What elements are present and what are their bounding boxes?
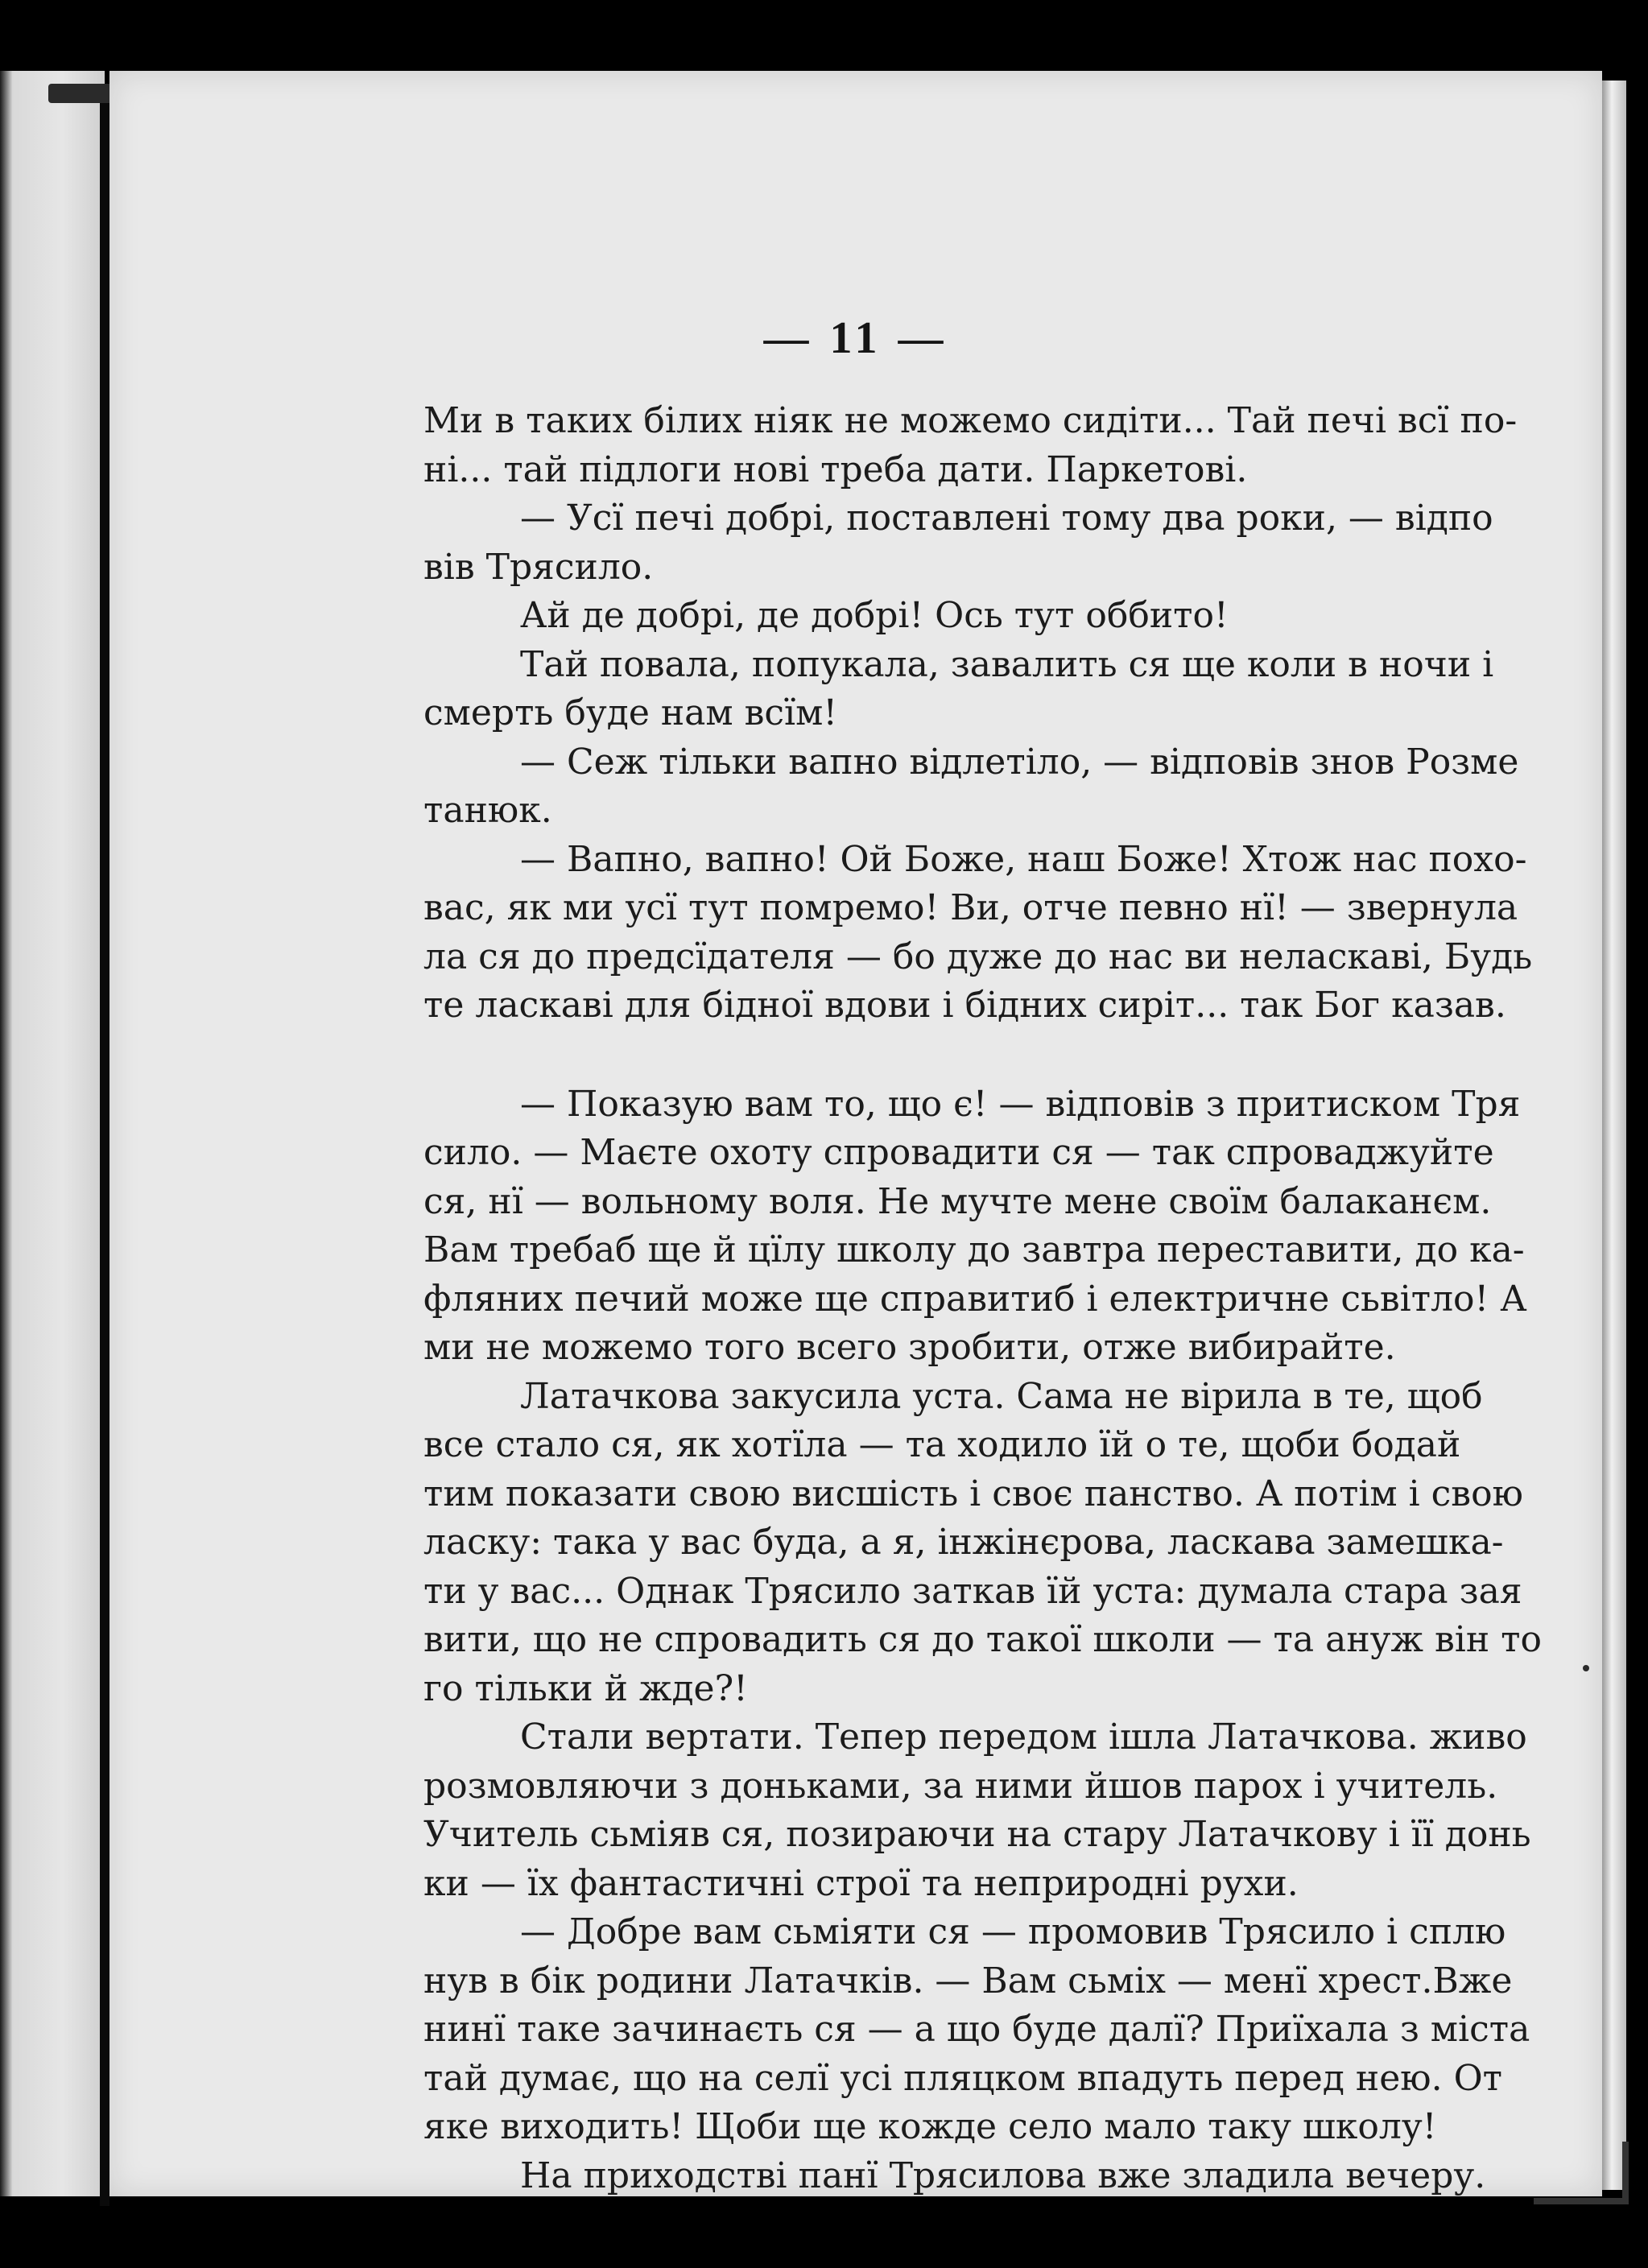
text-line: ти у вас... Однак Трясило заткав їй уста: думала стара зая [423, 1570, 1522, 1612]
text-line: — Показую вам то, що є! — відповів з притиском Тря [520, 1083, 1521, 1125]
text-line: Учитель сьміяв ся, позираючи на стару Латачкову і її донь [423, 1814, 1531, 1855]
text-line: нув в бік родини Латачків. — Вам сьміх — менї хрест.Вже [423, 1960, 1513, 2002]
text-line: — Сеж тільки вапно відлетіло, — відповів знов Розме [520, 741, 1519, 783]
text-line: танюк. [423, 790, 552, 831]
page-number: — 11 — [763, 313, 948, 363]
text-line: розмовляючи з доньками, за ними йшов парох і учитель. [423, 1765, 1498, 1807]
text-line: — Добре вам сьміяти ся — промовив Трясило і сплю [520, 1911, 1506, 1952]
text-line: ки — їх фантастичні строї та неприродні рухи. [423, 1862, 1299, 1904]
text-line: — Усї печі добрі, поставлені тому два роки, — відпо [520, 498, 1493, 539]
text-line: Латачкова закусила уста. Сама не вірила в те, щоб [520, 1375, 1483, 1417]
text-line: тай думає, що на селї усі пляцком впадуть перед нею. От [423, 2057, 1502, 2099]
text-line: смерть буде нам всїм! [423, 692, 838, 733]
text-line: вити, що не спровадить ся до такої школи — та ануж він то [423, 1619, 1542, 1660]
text-line: вів Трясило. [423, 546, 654, 588]
ink-speck [1583, 1665, 1589, 1671]
text-line: сило. — Маєте охоту спровадити ся — так спроваджуйте [423, 1132, 1494, 1173]
text-line: На приходстві панї Трясилова вже зладила вечеру. [520, 2154, 1486, 2196]
text-line: Тай повала, попукала, завалить ся ще коли в ночи і [520, 643, 1494, 685]
text-line: вас, як ми усї тут помремо! Ви, отче певно нї! — звернула [423, 887, 1518, 928]
text-line: ся, нї — вольному воля. Не мучте мене своїм балаканєм. [423, 1180, 1492, 1222]
page-stack-edge [1602, 81, 1626, 2190]
text-line: ми не можемо того всего зробити, отже вибирайте. [423, 1327, 1396, 1368]
book-gutter [100, 97, 109, 2206]
text-line: Стали вертати. Тепер передом ішла Латачкова. живо [520, 1716, 1527, 1758]
text-line: тим показати свою висшість і своє панство. А потім і свою [423, 1473, 1523, 1514]
text-line: те ласкаві для бідної вдови і бідних сиріт... так Бог казав. [423, 985, 1506, 1026]
body-text [423, 397, 1623, 2200]
text-line: яке виходить! Щоби ще кожде село мало таку школу! [423, 2106, 1437, 2147]
text-line: фляних печий може ще справитиб і електричне сьвітло! А [423, 1278, 1527, 1320]
text-line: — Вапно, вапно! Ой Боже, наш Боже! Хтож нас похо- [520, 838, 1527, 880]
text-line: ні... тай підлоги нові треба дати. Паркетові. [423, 448, 1248, 490]
text-line: Ай де добрі, де добрі! Ось тут оббито! [520, 595, 1229, 636]
text-line: Вам требаб ще й цїлу школу до завтра переставити, до ка- [423, 1229, 1525, 1270]
text-line: все стало ся, як хотїла — та ходило їй о те, щоби бодай [423, 1424, 1461, 1465]
text-line: нинї таке зачинаєть ся — а що буде далї? Приїхала з міста [423, 2009, 1530, 2050]
text-line: ласку: така у вас буда, а я, інжінєрова, ласкава замешка- [423, 1522, 1504, 1563]
text-line: Ми в таких білих ніяк не можемо сидіти... Тай печі всї по- [423, 400, 1518, 441]
book-page [109, 71, 1602, 2196]
left-page-edge [0, 71, 105, 2196]
page-corner [1534, 2142, 1629, 2204]
text-line: го тільки й жде?! [423, 1667, 748, 1709]
text-line: ла ся до предсїдателя — бо дуже до нас ви неласкаві, Будь [423, 936, 1533, 977]
